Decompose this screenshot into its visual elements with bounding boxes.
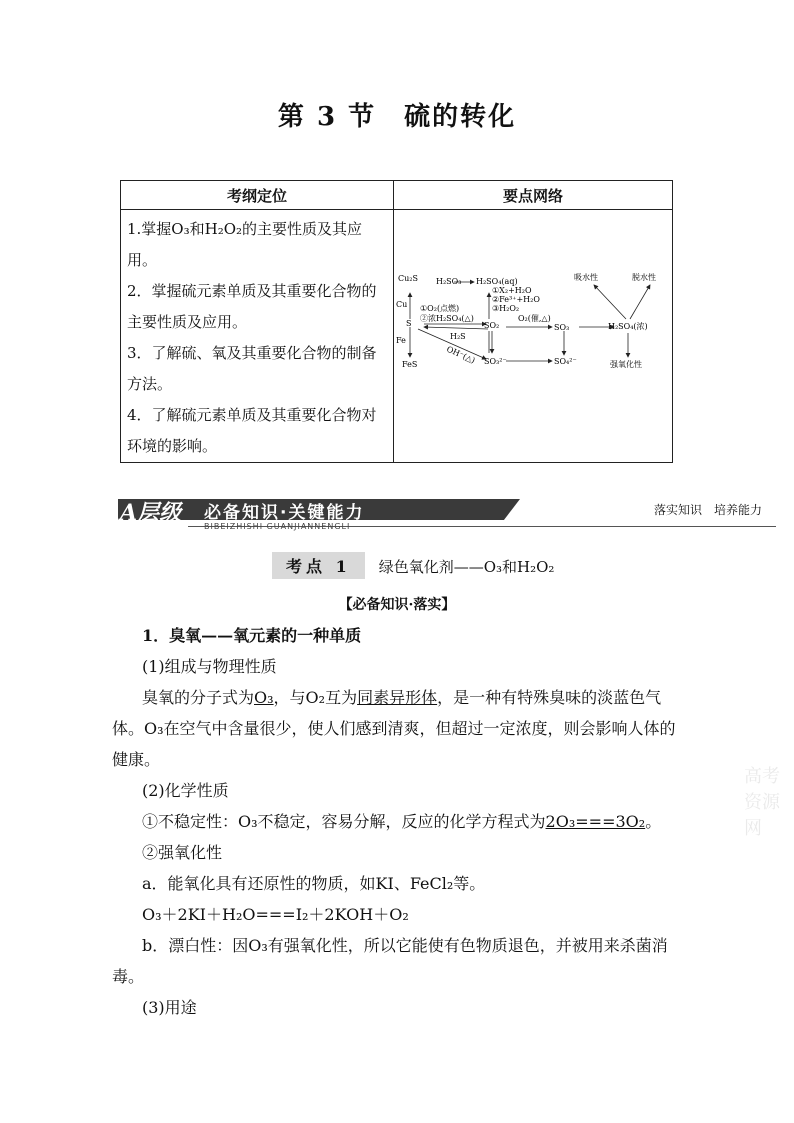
blank-allotrope: 同素异形体 — [357, 688, 438, 707]
body-text — [112, 620, 682, 1023]
node-so2: SO₂ — [484, 321, 500, 330]
paragraph-instability — [142, 806, 682, 837]
prop-oxid: 强氧化性 — [610, 360, 642, 369]
cond-h2o2: ③H₂O₂ — [492, 304, 520, 313]
sulfur-network-diagram — [394, 271, 672, 401]
node-cu2s: Cu₂S — [398, 274, 418, 283]
outline-item: 2．掌握硫元素单质及其重要化合物的主要性质及应用。 — [127, 282, 377, 331]
text: 臭氧的分子式为 — [142, 688, 255, 707]
prop-absorb: 吸水性 — [574, 273, 598, 282]
node-so3-ion: SO₃²⁻ — [484, 357, 507, 366]
page-title — [0, 96, 794, 133]
text: ①不稳定性：O₃不稳定，容易分解，反应的化学方程式为 — [142, 812, 546, 831]
cond-fe3: ②Fe³⁺+H₂O — [492, 295, 540, 304]
banner-slogan: 落实知识 培养能力 — [653, 503, 762, 517]
node-so3: SO₃ — [554, 323, 570, 332]
node-h2so3: H₂SO₃ — [436, 277, 462, 286]
header-network: 要点网络 — [394, 181, 673, 210]
cond-catalyst: O₂(催,△) — [518, 314, 551, 323]
paragraph-oxidize-reductant: a．能氧化具有还原性的物质，如KI、FeCl₂等。 — [142, 874, 486, 893]
level-banner — [118, 496, 776, 536]
heading-chemical: (2)化学性质 — [142, 781, 229, 800]
outline-item: 3．了解硫、氧及其重要化合物的制备方法。 — [127, 344, 377, 393]
node-s: S — [406, 319, 412, 328]
cond-o2: ①O₂(点燃) — [420, 304, 460, 313]
outline-item: 1.掌握O₃和H₂O₂的主要性质及其应用。 — [127, 220, 363, 269]
subheading: 【必备知识·落实】 — [338, 597, 456, 613]
section-number: 第 3 节 — [277, 102, 377, 132]
outline-table — [120, 180, 673, 463]
kaodian-label: 考点 1 — [272, 552, 365, 579]
cond-oh: OH⁻(△) — [445, 344, 477, 366]
paragraph-ozone — [112, 682, 682, 775]
paragraph-bleaching: b．漂白性：因O₃有强氧化性，所以它能使有色物质退色，并被用来杀菌消毒。 — [112, 936, 668, 986]
outline-items — [121, 210, 394, 463]
cond-x2: ①X₂+H₂O — [492, 286, 532, 295]
banner-pinyin: BIBEIZHISHI GUANJIANNENGLI — [204, 522, 351, 531]
watermark: 高考资源网 — [744, 766, 780, 839]
banner-title: 必备知识·关键能力 — [204, 503, 365, 523]
blank-formula: O₃ — [254, 688, 274, 707]
node-h2so4aq: H₂SO₄(aq) — [476, 277, 518, 286]
cond-conc-h2so4: ②浓H₂SO₄(△) — [420, 314, 474, 323]
text: 。 — [645, 812, 662, 831]
node-fe: Fe — [396, 336, 406, 345]
blank-equation: 2O₃===3O₂ — [545, 812, 646, 831]
level-label: A层级 — [120, 500, 182, 526]
kaodian-heading — [272, 552, 572, 576]
heading-ozone: 1．臭氧——氧元素的一种单质 — [142, 626, 362, 645]
node-h2so4c: H₂SO₄(浓) — [608, 322, 648, 331]
heading-physical: (1)组成与物理性质 — [142, 657, 277, 676]
equation-ki: O₃＋2KI＋H₂O===I₂＋2KOH＋O₂ — [142, 905, 409, 924]
section-name: 硫的转化 — [404, 102, 517, 132]
network-cell — [394, 210, 673, 463]
text: ，与O₂互为 — [273, 688, 358, 707]
node-cu: Cu — [396, 300, 408, 309]
prop-dehyd: 脱水性 — [632, 273, 656, 282]
node-fes: FeS — [402, 360, 418, 369]
heading-uses: (3)用途 — [142, 998, 197, 1017]
kaodian-text: 绿色氧化剂——O₃和H₂O₂ — [378, 558, 555, 576]
header-outline: 考纲定位 — [121, 181, 394, 210]
outline-item: 4．了解硫元素单质及其重要化合物对环境的影响。 — [127, 406, 377, 455]
node-so4-ion: SO₄²⁻ — [554, 357, 577, 366]
text: ，是一种有特殊臭味的淡蓝色气体。O₃在空气中含量很少，使人们感到清爽，但超过一定浓度，则会影响人体的健康。 — [112, 688, 676, 769]
cond-h2s: H₂S — [450, 332, 466, 341]
heading-oxidizing: ②强氧化性 — [142, 843, 223, 862]
